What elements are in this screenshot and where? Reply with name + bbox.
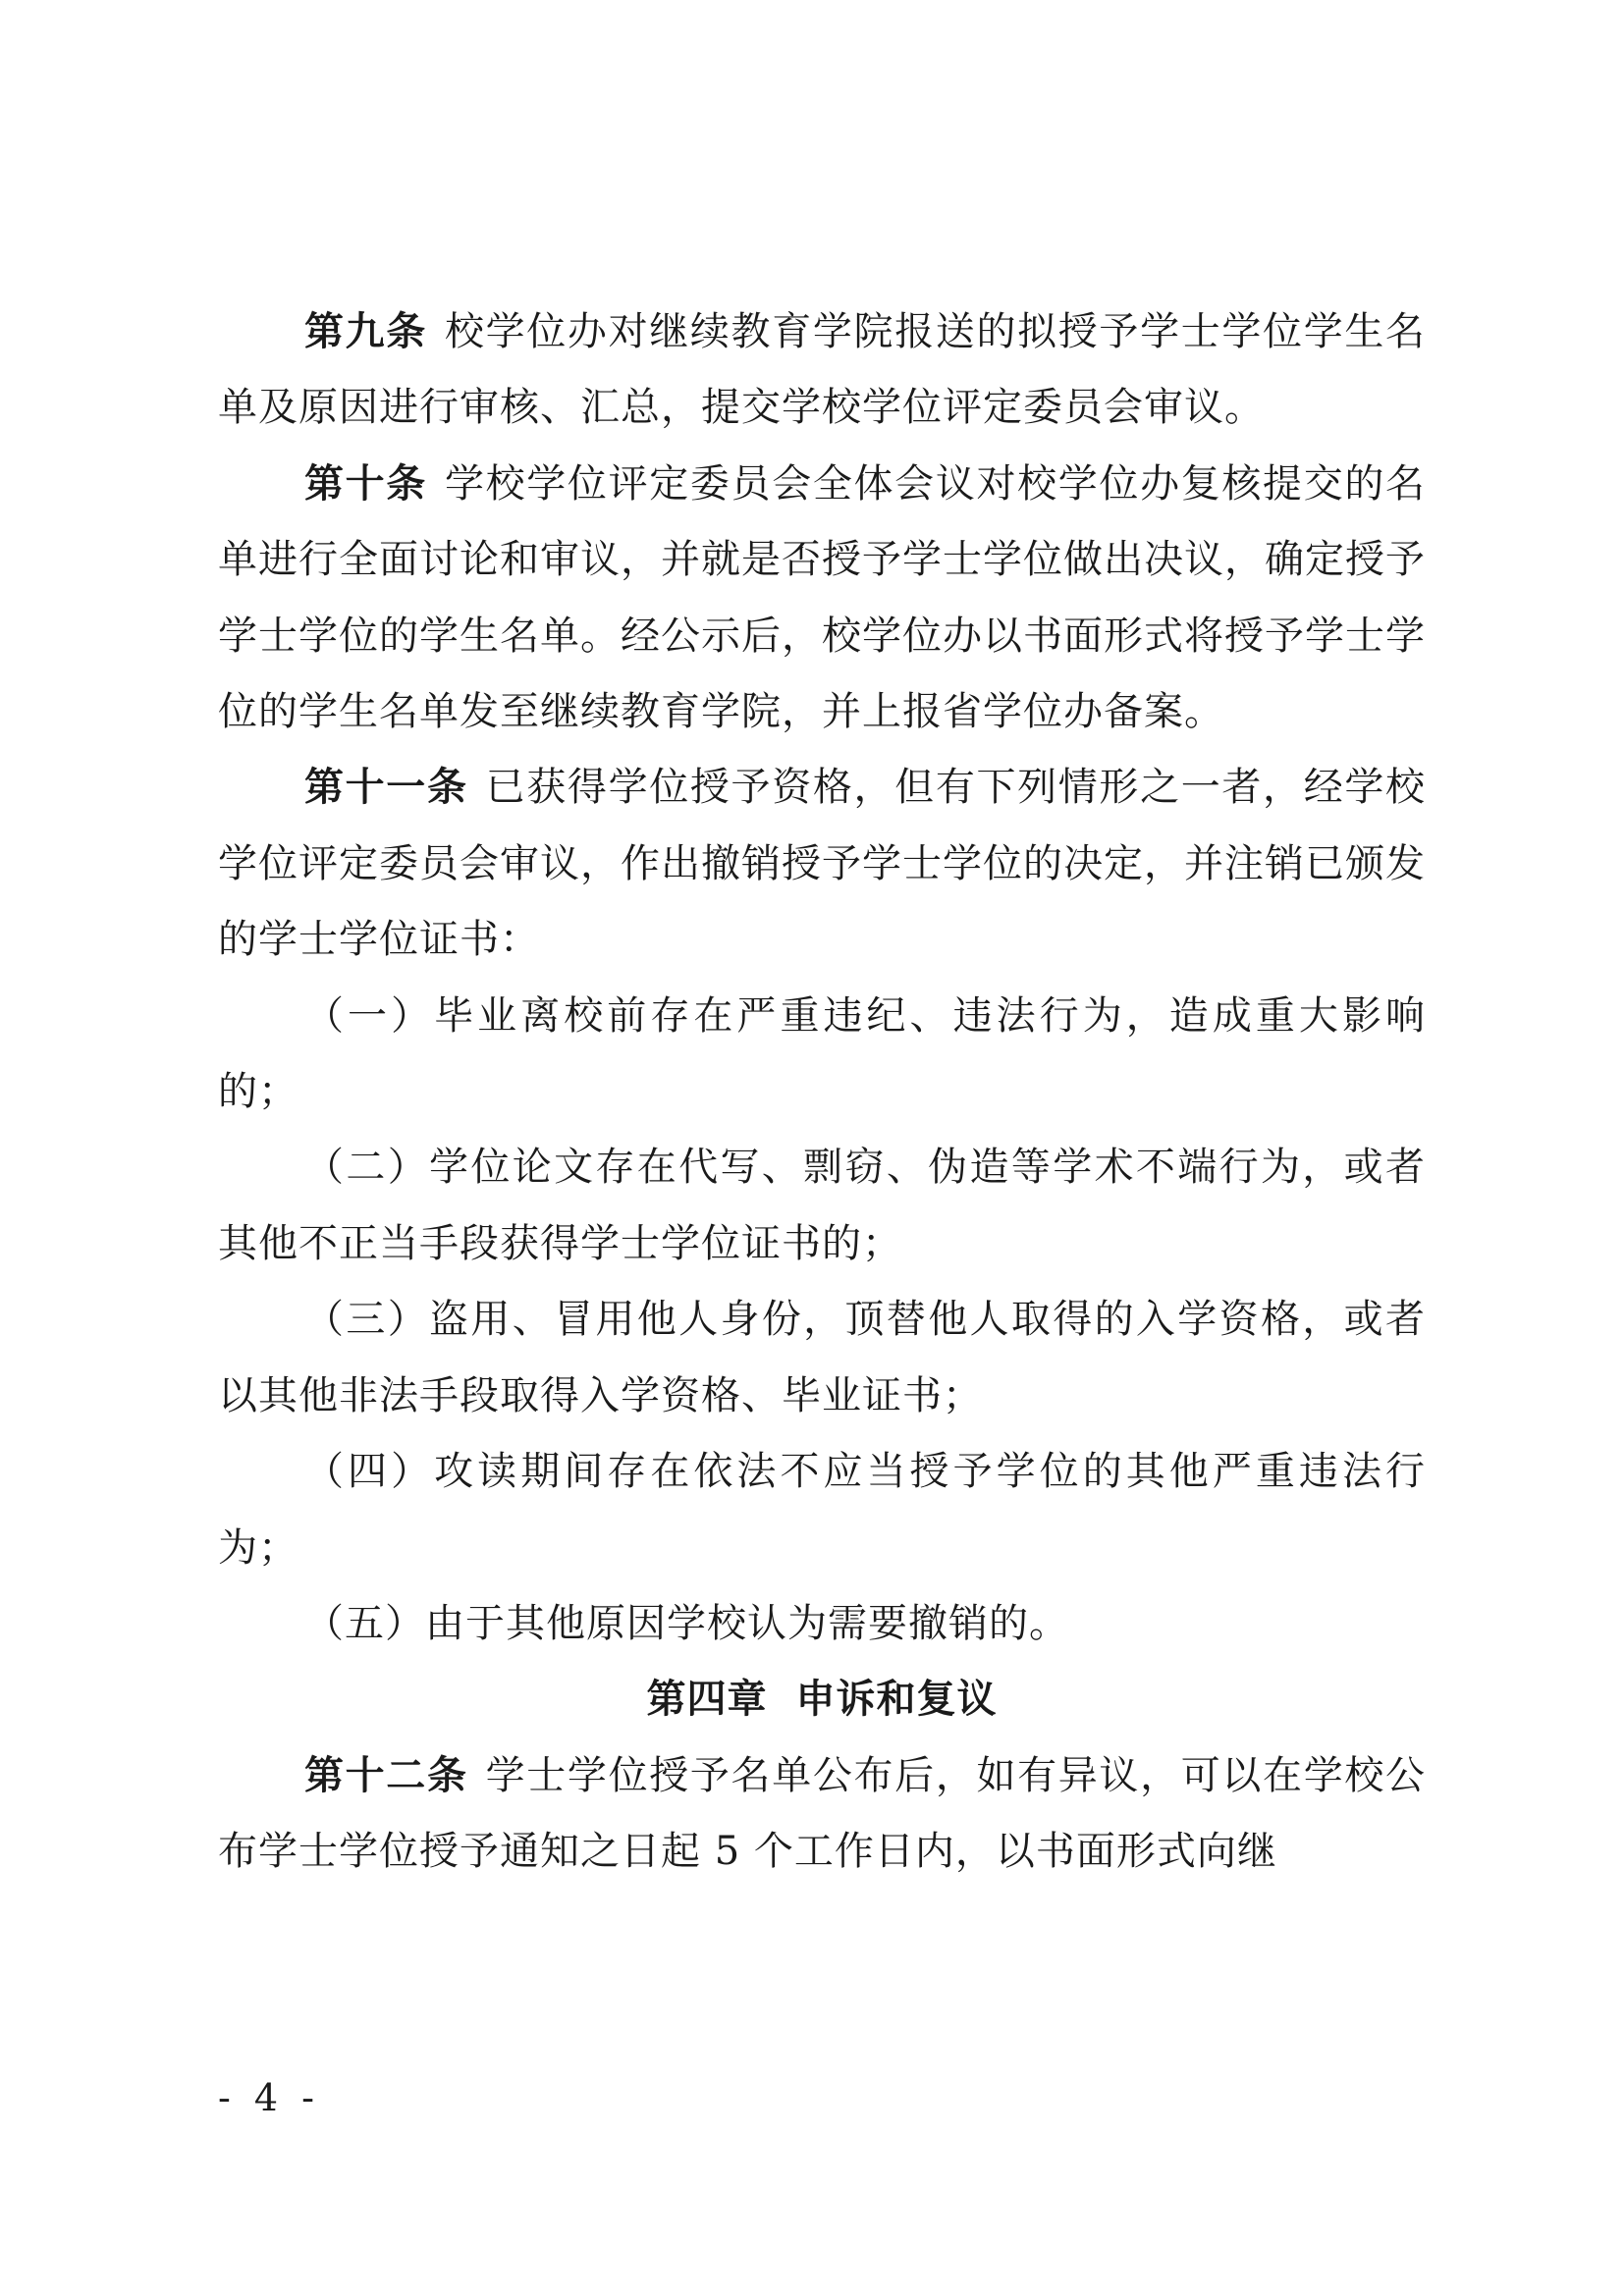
document-body [218,294,1426,1891]
article-11-item-3: （三）盗用、冒用他人身份，顶替他人取得的入学资格，或者以其他非法手段取得入学资格、毕业证书； [218,1297,1426,1418]
article-10-text: 学校学位评定委员会全体会议对校学位办复核提交的名单进行全面讨论和审议，并就是否授予学士学位做出决议，确定授予学士学位的学生名单。经公示后，校学位办以书面形式将授予学士学位的学生名单发至继续教育学院，并上报省学位办备案。 [218,460,1427,735]
article-11-item-4: （四）攻读期间存在依法不应当授予学位的其他严重违法行为； [218,1449,1426,1571]
article-12-label: 第十二条 [304,1752,468,1798]
article-11 [218,750,1426,978]
page-number: - 4 - [218,2076,321,2119]
article-9-label: 第九条 [304,309,427,354]
article-9-text: 校学位办对继续教育学院报送的拟授予学士学位学生名单及原因进行审核、汇总，提交学校学位评定委员会审议。 [218,309,1427,431]
article-9 [218,294,1426,447]
article-11-label: 第十一条 [304,765,468,811]
chapter-4-title: 第四章 申诉和复议 [646,1677,998,1723]
article-10 [218,447,1426,751]
article-11-text: 已获得学位授予资格，但有下列情形之一者，经学校学位评定委员会审议，作出撤销授予学士学位的决定，并注销已颁发的学士学位证书： [218,765,1427,963]
article-11-item-2: （二）学位论文存在代写、剽窃、伪造等学术不端行为，或者其他不正当手段获得学士学位证书的； [218,1145,1426,1266]
article-12 [218,1738,1426,1891]
article-12-text: 学士学位授予名单公布后，如有异议，可以在学校公布学士学位授予通知之日起 5 个工作日内，以书面形式向继 [218,1752,1427,1875]
article-10-label: 第十条 [304,460,427,507]
article-11-item-1: （一）毕业离校前存在严重违纪、违法行为，造成重大影响的； [218,992,1426,1115]
article-11-item-5: （五）由于其他原因学校认为需要撤销的。 [304,1600,1069,1646]
